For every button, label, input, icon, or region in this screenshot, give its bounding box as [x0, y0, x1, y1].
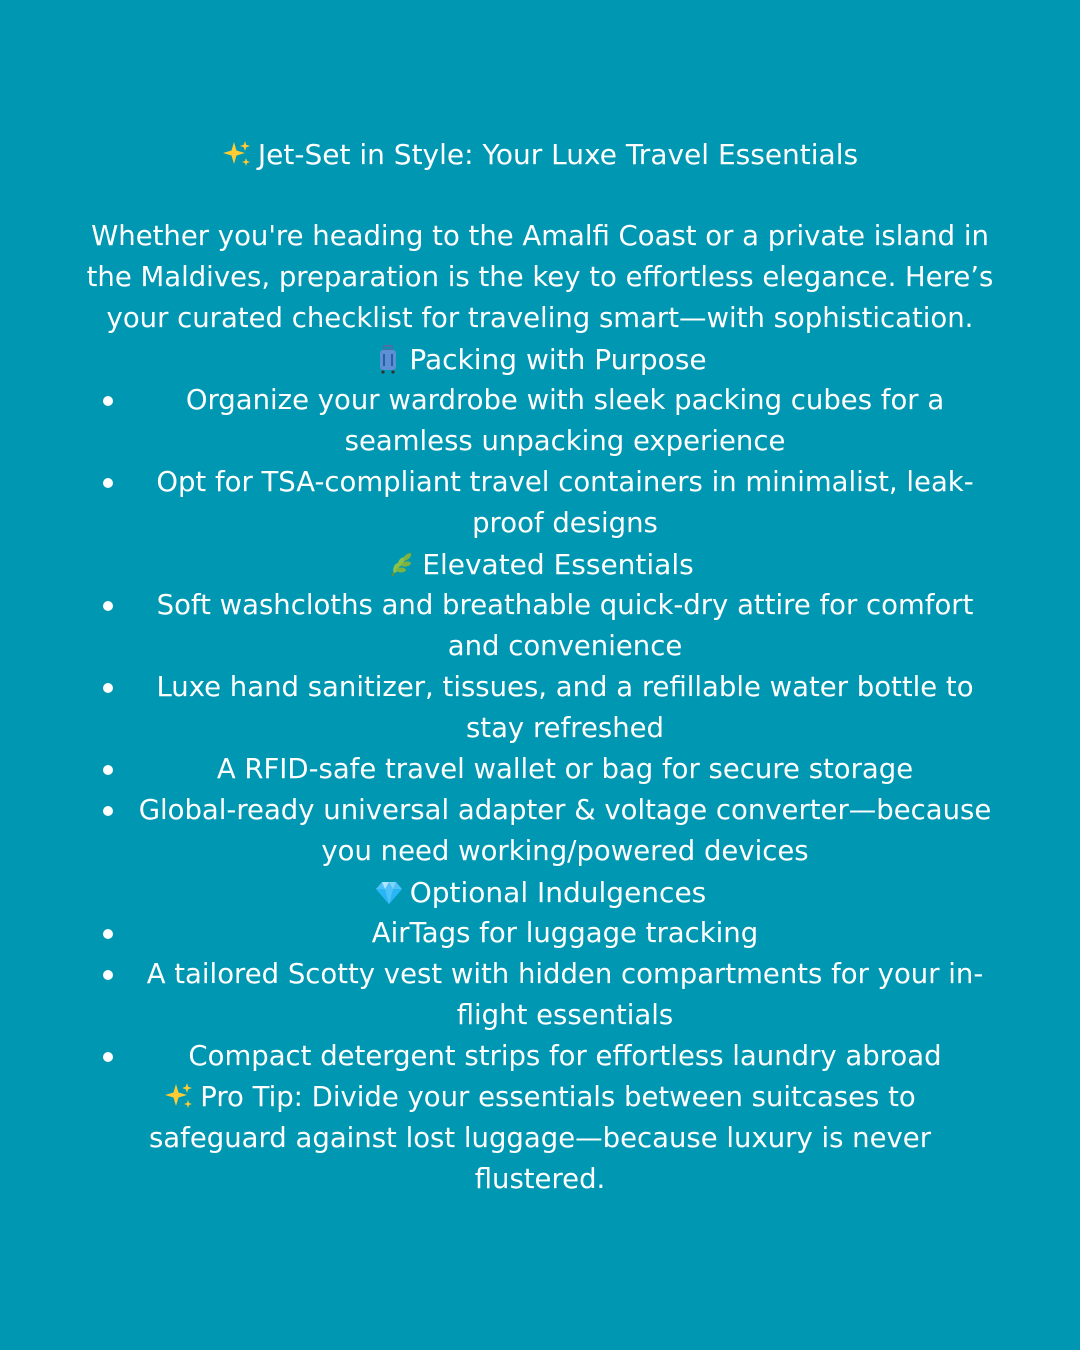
list-item-text: [130, 585, 1000, 667]
list-item-line: A RFID-safe travel wallet or bag for secure storage: [216, 753, 914, 785]
list-item-line: AirTags for luggage tracking: [371, 917, 759, 949]
section-heading-indulgences: [0, 872, 1080, 913]
section-heading-essentials: [0, 544, 1080, 585]
intro-paragraph: [60, 216, 1020, 339]
gem-icon: [374, 877, 404, 907]
list-item-line: and convenience: [447, 630, 683, 662]
pro-tip-line: flustered.: [474, 1163, 606, 1195]
herb-icon: [386, 549, 416, 579]
bullet-icon: [101, 1050, 115, 1064]
section-heading-packing: [0, 339, 1080, 380]
list-item-line: stay refreshed: [465, 712, 665, 744]
list-item-line: Organize your wardrobe with sleek packing cubes for a: [185, 384, 945, 416]
title-text: Jet-Set in Style: Your Luxe Travel Essentials: [257, 138, 859, 171]
bullet-icon: [101, 599, 115, 613]
pro-tip-text: Pro Tip: Divide your essentials between suitcases to: [200, 1081, 916, 1113]
intro-line: Whether you're heading to the Amalfi Coast or a private island in: [91, 220, 989, 252]
list-item-line: Global-ready universal adapter & voltage converter—because: [138, 794, 992, 826]
list-item-text: [130, 380, 1000, 462]
list-item-text: [130, 1036, 1000, 1077]
bullet-icon: [101, 763, 115, 777]
list-item-text: [130, 749, 1000, 790]
list-item-line: Compact detergent strips for effortless laundry abroad: [188, 1040, 942, 1072]
bullet-icon: [101, 681, 115, 695]
bullet-icon: [101, 804, 115, 818]
pro-tip: [60, 1077, 1020, 1200]
sparkles-icon: [222, 139, 252, 169]
bullet-icon: [101, 968, 115, 982]
list-item-line: Soft washcloths and breathable quick-dry attire for comfort: [156, 589, 974, 621]
sparkles-icon: [164, 1081, 194, 1111]
bullet-icon: [101, 476, 115, 490]
list-item-line: flight essentials: [456, 999, 674, 1031]
section-heading-text: Packing with Purpose: [409, 343, 707, 376]
intro-line: the Maldives, preparation is the key to effortless elegance. Here’s: [86, 261, 994, 293]
bullet-icon: [101, 394, 115, 408]
list-item-line: Luxe hand sanitizer, tissues, and a refillable water bottle to: [156, 671, 974, 703]
list-item-text: [130, 954, 1000, 1036]
list-item-text: [130, 667, 1000, 749]
list-item-line: you need working/powered devices: [321, 835, 809, 867]
suitcase-icon: [373, 344, 403, 374]
section-heading-text: Optional Indulgences: [409, 876, 707, 909]
list-item-line: proof designs: [472, 507, 658, 539]
section-heading-text: Elevated Essentials: [422, 548, 694, 581]
list-item-text: [130, 790, 1000, 872]
list-item-line: Opt for TSA-compliant travel containers in minimalist, leak-: [156, 466, 974, 498]
list-item-line: seamless unpacking experience: [344, 425, 786, 457]
list-item-line: A tailored Scotty vest with hidden compartments for your in-: [146, 958, 984, 990]
page-title: [0, 134, 1080, 175]
list-item-text: [130, 913, 1000, 954]
list-item-text: [130, 462, 1000, 544]
pro-tip-line: [60, 1077, 1020, 1118]
pro-tip-line: safeguard against lost luggage—because luxury is never: [148, 1122, 932, 1154]
intro-line: your curated checklist for traveling smart—with sophistication.: [106, 302, 974, 334]
bullet-icon: [101, 927, 115, 941]
